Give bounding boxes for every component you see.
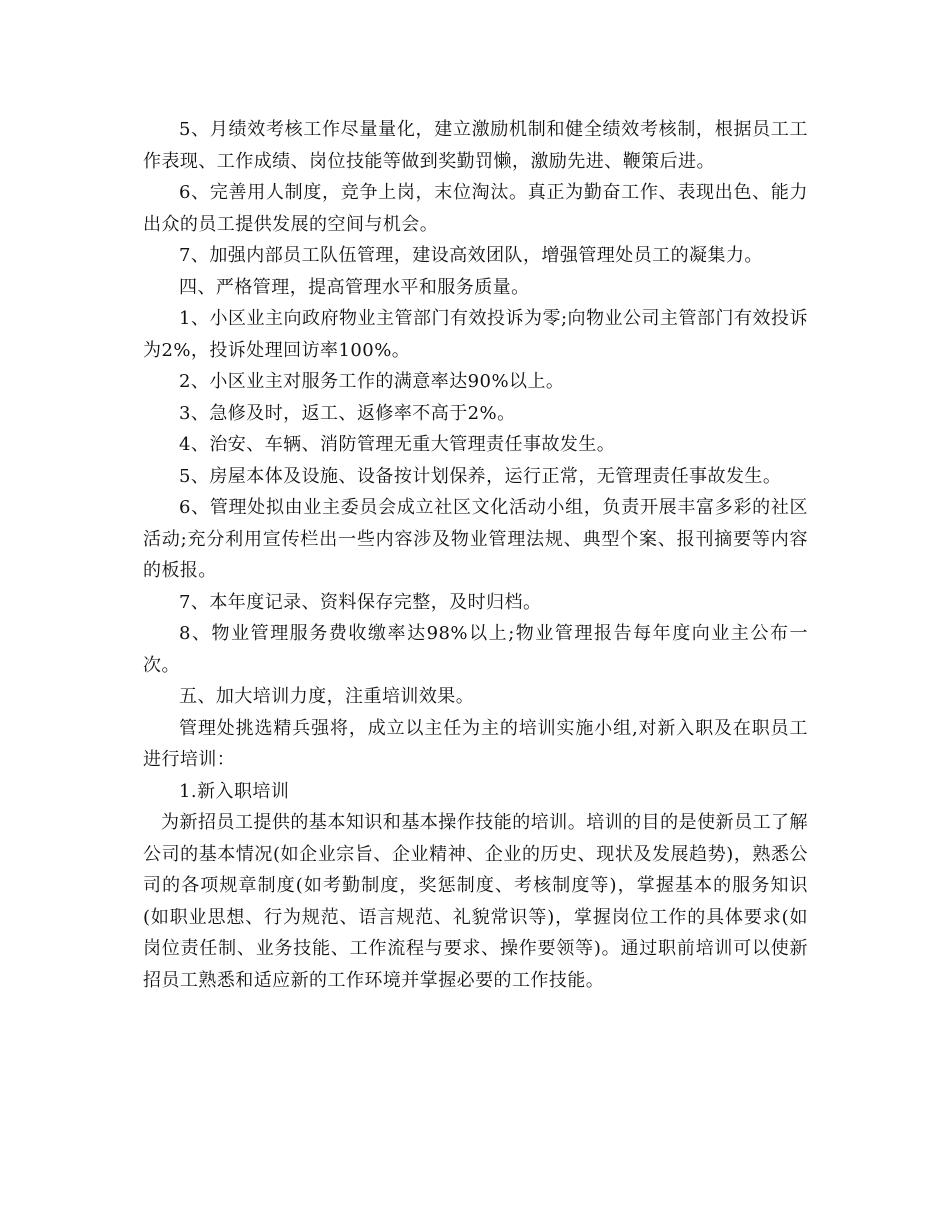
paragraph-6: 2、小区业主对服务工作的满意率达90%以上。 (179, 371, 565, 392)
paragraph-14: 管理处挑选精兵强将，成立以主任为主的培训实施小组,对新入职及在职员工进行培训： (143, 717, 808, 770)
paragraph-12: 8、物业管理服务费收缴率达98%以上;物业管理报告每年度向业主公布一次。 (143, 623, 808, 676)
paragraph-9: 5、房屋本体及设施、设备按计划保养，运行正常，无管理责任事故发生。 (179, 465, 782, 487)
paragraph-5: 1、小区业主向政府物业主管部门有效投诉为零;向物业公司主管部门有效投诉为2%，投诉处理回访率100%。 (143, 308, 808, 361)
section-heading-4: 四、严格管理，提高管理水平和服务质量。 (179, 276, 530, 298)
paragraph-11: 7、本年度记录、资料保存完整，及时归档。 (179, 591, 542, 613)
paragraph-1: 5、月绩效考核工作尽量量化，建立激励机制和健全绩效考核制，根据员工工作表现、工作成绩、岗位技能等做到奖勤罚懒，激励先进、鞭策后进。 (143, 119, 808, 172)
paragraph-7: 3、急修及时，返工、返修率不高于2%。 (179, 402, 516, 424)
paragraph-8: 4、治安、车辆、消防管理无重大管理责任事故发生。 (179, 434, 616, 455)
paragraph-3: 7、加强内部员工队伍管理，建设高效团队，增强管理处员工的凝集力。 (179, 245, 763, 266)
document-body (143, 114, 808, 996)
section-heading-5: 五、加大培训力度，注重培训效果。 (179, 686, 475, 707)
subheading-new-hire-training: 1.新入职培训 (179, 780, 290, 802)
paragraph-16: 为新招员工提供的基本知识和基本操作技能的培训。培训的目的是使新员工了解公司的基本情况(如企业宗旨、企业精神、企业的历史、现状及发展趋势)，熟悉公司的各项规章制度(如考勤制度，奖惩制度、考核制度等)，掌握基本的服务知识(如职业思想、行为规范、语言规范、礼貌常识等)，掌握岗位工作的具体要求(如岗位责任制、业务技能、工作流程与要求、操作要领等)。通过职前培训可以使新招员工熟悉和适应新的工作环境并掌握必要的工作技能。 (143, 812, 808, 991)
paragraph-10: 6、管理处拟由业主委员会成立社区文化活动小组，负责开展丰富多彩的社区活动;充分利用宣传栏出一些内容涉及物业管理法规、典型个案、报刊摘要等内容的板报。 (143, 497, 808, 581)
paragraph-2: 6、完善用人制度，竞争上岗，末位淘汰。真正为勤奋工作、表现出色、能力出众的员工提供发展的空间与机会。 (143, 182, 808, 235)
